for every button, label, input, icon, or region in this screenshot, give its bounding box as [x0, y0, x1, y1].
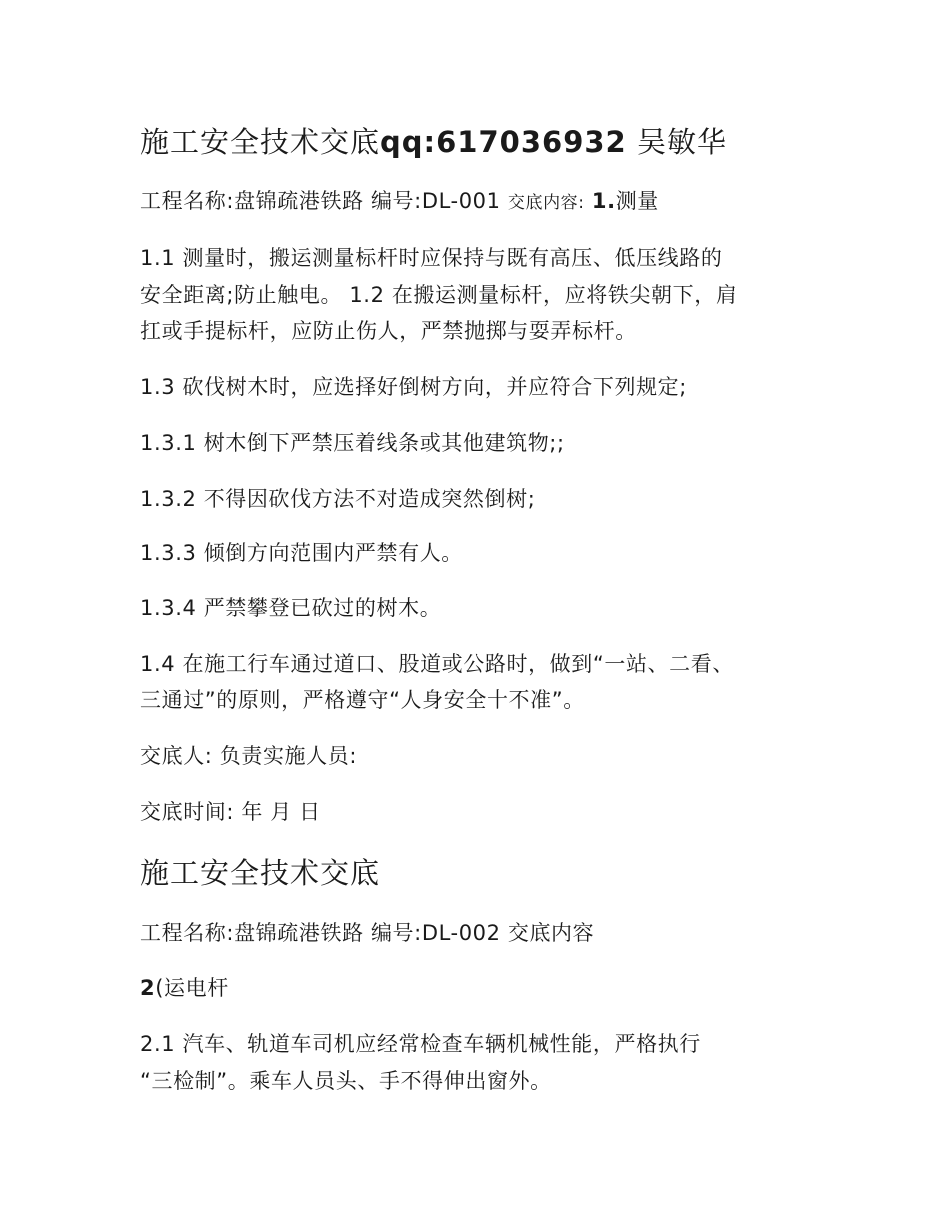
section2-item-number: 2 — [140, 976, 156, 1000]
section2-item-heading — [140, 970, 229, 1006]
signer-line: 交底人: 负责实施人员: — [140, 744, 358, 768]
para-1-3-1: 1.3.1 树木倒下严禁压着线条或其他建筑物;; — [140, 431, 565, 455]
para-1-1-line-1: 1.1 测量时，搬运测量标杆时应保持与既有高压、低压线路的 — [140, 246, 723, 270]
section2-title: 施工安全技术交底 — [140, 856, 381, 890]
section1-title-qq: qq:617036932 — [380, 125, 627, 159]
section1-content-label: 交底内容: — [507, 193, 585, 213]
section1-title-text: 施工安全技术交底 — [140, 125, 381, 159]
para-1-3-4: 1.3.4 严禁攀登已砍过的树木。 — [140, 596, 442, 620]
time-line: 交底时间: 年 月 日 — [140, 800, 321, 824]
section1-project-line — [140, 183, 659, 221]
section1-item-title: 测量 — [615, 189, 659, 213]
section2-project-line: 工程名称:盘锦疏港铁路 编号:DL-002 交底内容 — [140, 921, 595, 945]
para-1-4-line-2: 三通过”的原则，严格遵守“人身安全十不准”。 — [140, 688, 585, 712]
para-2-1-line-1: 2.1 汽车、轨道车司机应经常检查车辆机械性能，严格执行 — [140, 1032, 701, 1056]
para-1-3: 1.3 砍伐树木时，应选择好倒树方向，并应符合下列规定; — [140, 375, 687, 399]
para-1-1-line-2: 安全距离;防止触电。 1.2 在搬运测量标杆，应将铁尖朝下，肩 — [140, 283, 738, 307]
para-2-1-line-2: “三检制”。乘车人员头、手不得伸出窗外。 — [140, 1069, 552, 1093]
para-1-3-3: 1.3.3 倾倒方向范围内严禁有人。 — [140, 541, 463, 565]
para-1-4-line-1: 1.4 在施工行车通过道口、股道或公路时，做到“一站、二看、 — [140, 652, 734, 676]
section1-title-name: 吴敏华 — [636, 125, 727, 159]
section2-item-title: (运电杆 — [155, 976, 229, 1000]
section1-item-number: 1. — [591, 189, 616, 213]
section1-project-text: 工程名称:盘锦疏港铁路 编号:DL-001 — [140, 189, 501, 213]
para-1-3-2: 1.3.2 不得因砍伐方法不对造成突然倒树; — [140, 487, 536, 511]
section1-title — [140, 122, 727, 162]
para-1-1-line-3: 扛或手提标杆，应防止伤人，严禁抛掷与耍弄标杆。 — [140, 319, 637, 343]
